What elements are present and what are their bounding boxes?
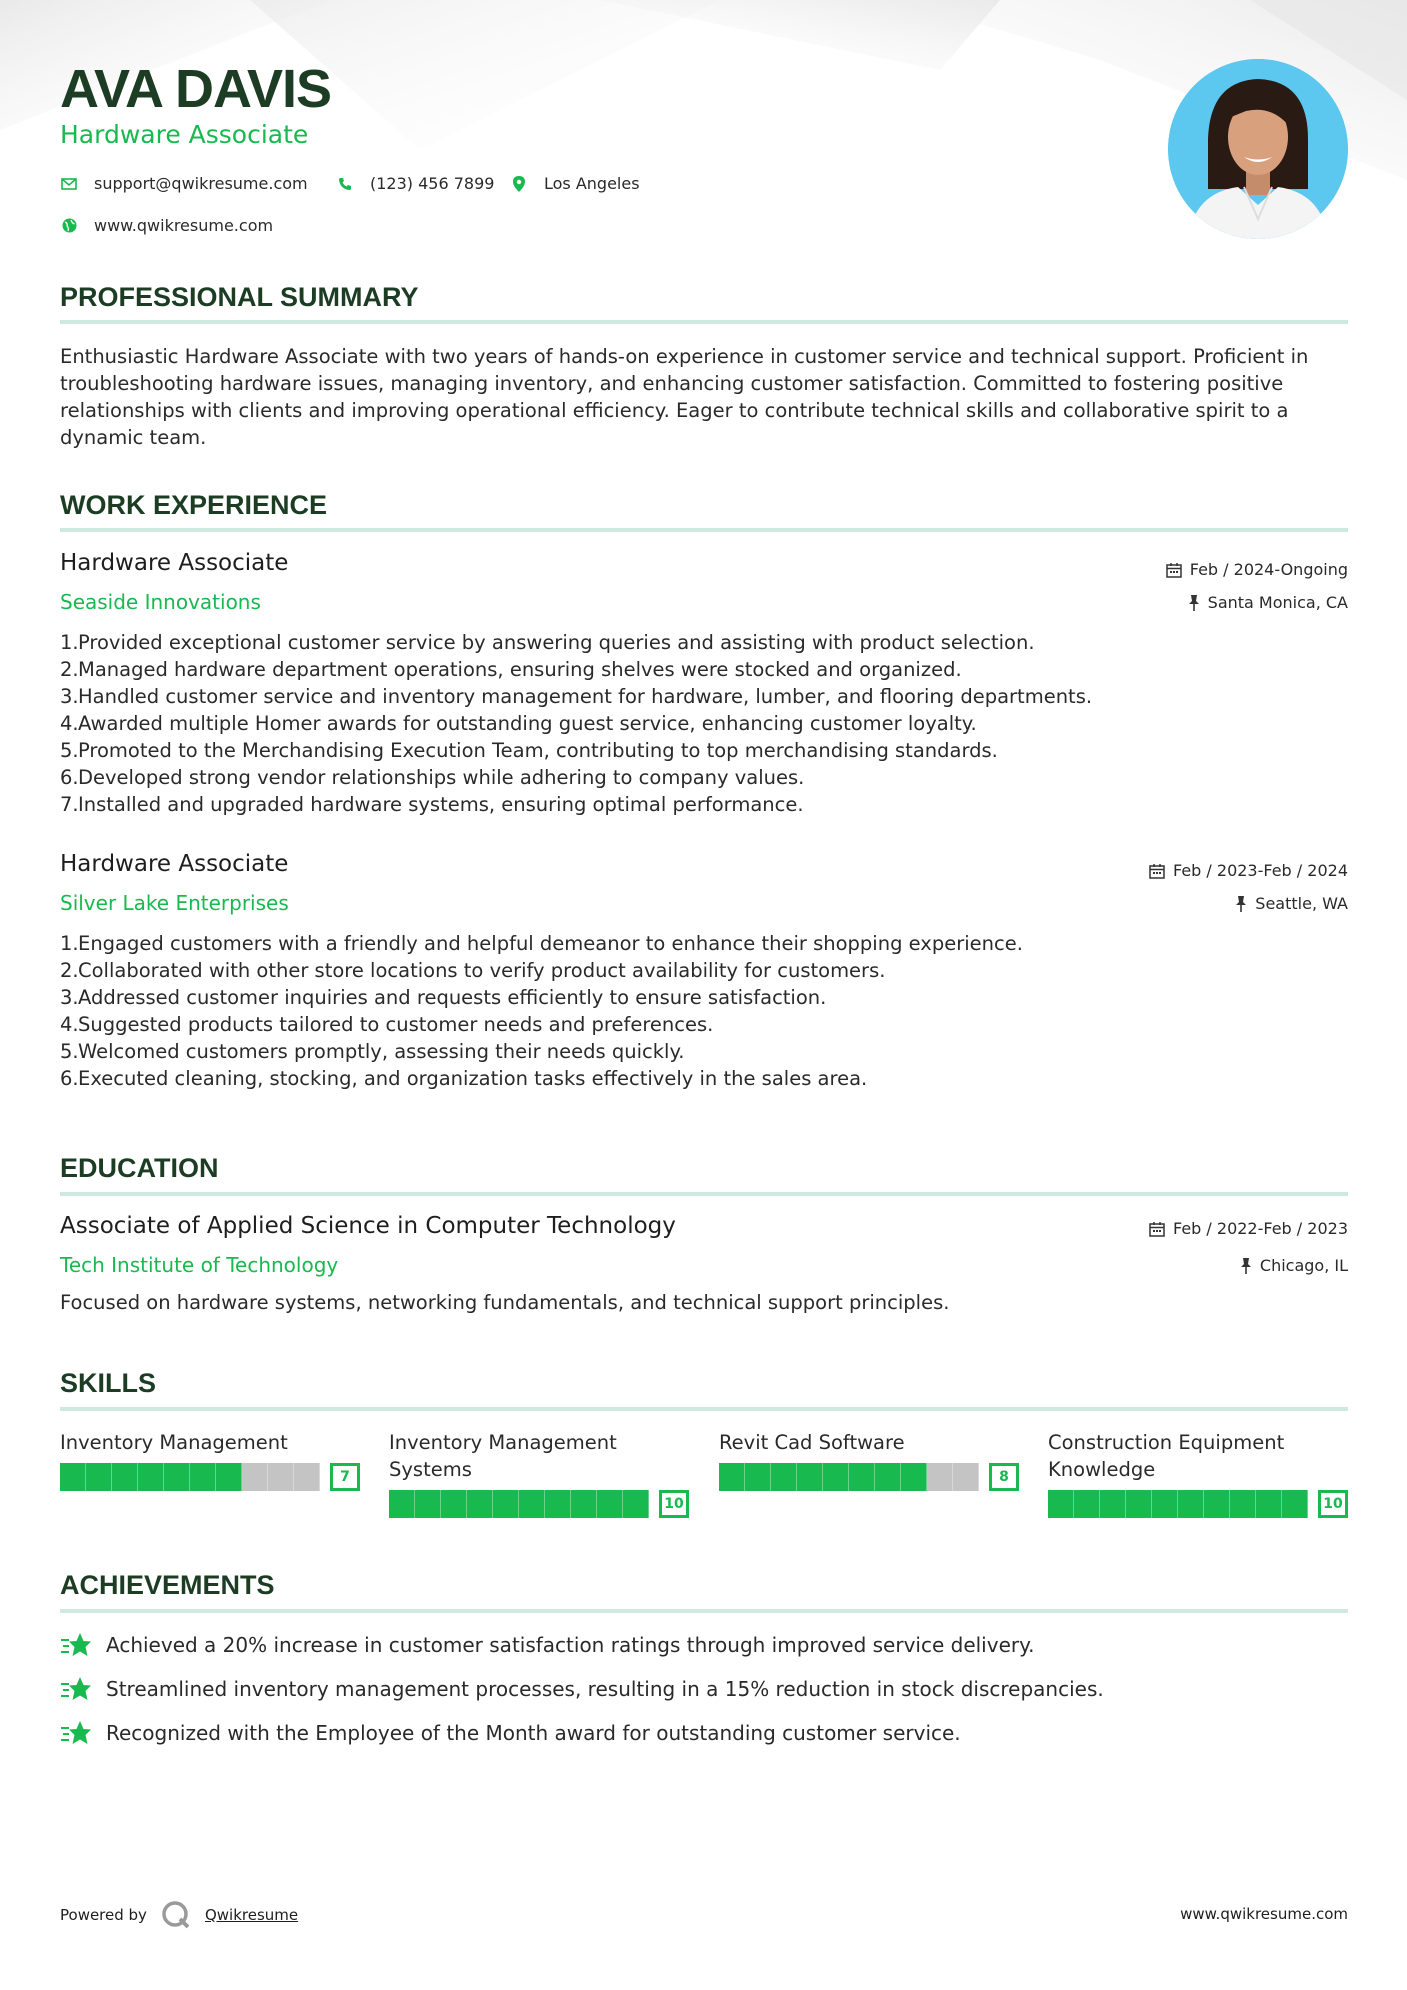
pushpin-icon bbox=[1240, 1258, 1252, 1274]
phone-icon bbox=[336, 175, 354, 193]
job-1-dates-text: Feb / 2024-Ongoing bbox=[1189, 560, 1348, 579]
email-text: support@qwikresume.com bbox=[94, 174, 308, 193]
list-item: 3. Addressed customer inquiries and requests efficiently to ensure satisfaction. bbox=[60, 986, 827, 1009]
skill-bar-segment bbox=[441, 1490, 467, 1518]
list-item: 6. Executed cleaning, stocking, and organization tasks effectively in the sales area. bbox=[60, 1067, 868, 1090]
skill-bar-segment bbox=[1204, 1490, 1230, 1518]
skill-bar-segment bbox=[823, 1463, 849, 1491]
achievements-divider bbox=[60, 1609, 1348, 1613]
education-description: Focused on hardware systems, networking fundamentals, and technical support principles. bbox=[60, 1291, 950, 1314]
skill-1-level: 7 bbox=[330, 1463, 360, 1491]
skill-bar-segment bbox=[1048, 1490, 1074, 1518]
pushpin-icon bbox=[1188, 595, 1200, 611]
skills-heading: SKILLS bbox=[60, 1368, 157, 1398]
skill-3-name: Revit Cad Software bbox=[719, 1431, 905, 1454]
contact-email[interactable] bbox=[60, 174, 308, 193]
contact-location bbox=[510, 174, 640, 193]
skill-bar-segment bbox=[1230, 1490, 1256, 1518]
skill-bar-segment bbox=[1282, 1490, 1308, 1518]
job-2-location bbox=[1235, 894, 1348, 913]
skill-1-bar bbox=[60, 1463, 360, 1491]
skill-bar-segment bbox=[268, 1463, 294, 1491]
list-item: 5. Welcomed customers promptly, assessing their needs quickly. bbox=[60, 1040, 685, 1063]
phone-text: (123) 456 7899 bbox=[370, 174, 495, 193]
qwikresume-logo-icon bbox=[161, 1900, 191, 1930]
skill-bar-segment bbox=[86, 1463, 112, 1491]
education-degree: Associate of Applied Science in Computer Technology bbox=[60, 1213, 676, 1239]
education-divider bbox=[60, 1192, 1348, 1196]
candidate-name: AVA DAVIS bbox=[60, 59, 332, 119]
skill-2-level: 10 bbox=[659, 1490, 689, 1518]
skill-bar-segment bbox=[927, 1463, 953, 1491]
achievements-heading: ACHIEVEMENTS bbox=[60, 1570, 275, 1600]
skill-bar-segment bbox=[1256, 1490, 1282, 1518]
skill-1-name: Inventory Management bbox=[60, 1431, 288, 1454]
achievement-3 bbox=[60, 1719, 961, 1747]
skill-bar-segment bbox=[138, 1463, 164, 1491]
achievement-3-text: Recognized with the Employee of the Month award for outstanding customer service. bbox=[106, 1721, 961, 1745]
job-1-company: Seaside Innovations bbox=[60, 590, 261, 614]
skill-bar-segment bbox=[190, 1463, 216, 1491]
skill-bar-segment bbox=[242, 1463, 268, 1491]
footer-website[interactable]: www.qwikresume.com bbox=[1180, 1905, 1348, 1923]
skill-4 bbox=[1048, 1429, 1348, 1518]
skill-bar-segment bbox=[571, 1490, 597, 1518]
skill-3 bbox=[719, 1429, 1019, 1491]
skill-bar-segment bbox=[545, 1490, 571, 1518]
skill-2 bbox=[389, 1429, 689, 1518]
education-school: Tech Institute of Technology bbox=[60, 1253, 339, 1277]
skill-bar-segment bbox=[597, 1490, 623, 1518]
skill-bar-segment bbox=[1152, 1490, 1178, 1518]
job-2-company: Silver Lake Enterprises bbox=[60, 891, 289, 915]
job-2-dates-text: Feb / 2023-Feb / 2024 bbox=[1173, 861, 1348, 880]
skill-2-bar bbox=[389, 1490, 689, 1518]
star-icon bbox=[60, 1631, 92, 1659]
calendar-icon bbox=[1149, 1221, 1165, 1237]
skill-bar-segment bbox=[1126, 1490, 1152, 1518]
calendar-icon bbox=[1149, 863, 1165, 879]
skill-3-level: 8 bbox=[989, 1463, 1019, 1491]
skill-bar-segment bbox=[849, 1463, 875, 1491]
education-dates bbox=[1149, 1219, 1348, 1238]
skill-bar-segment bbox=[112, 1463, 138, 1491]
skill-bar-segment bbox=[216, 1463, 242, 1491]
skill-bar-segment bbox=[1100, 1490, 1126, 1518]
skill-bar-segment bbox=[164, 1463, 190, 1491]
skill-4-level: 10 bbox=[1318, 1490, 1348, 1518]
skill-bar-segment bbox=[519, 1490, 545, 1518]
powered-by-label: Powered by bbox=[60, 1906, 147, 1924]
list-item: 2. Collaborated with other store locations to verify product availability for customers. bbox=[60, 959, 886, 982]
list-item: 1. Provided exceptional customer service by answering queries and assisting with product selection. bbox=[60, 631, 1035, 654]
qwikresume-link[interactable]: Qwikresume bbox=[204, 1906, 299, 1924]
list-item: 7. Installed and upgraded hardware systems, ensuring optimal performance. bbox=[60, 793, 804, 816]
location-text: Los Angeles bbox=[544, 174, 640, 193]
list-item: 3. Handled customer service and inventory management for hardware, lumber, and flooring departments. bbox=[60, 685, 1093, 708]
list-item: 1. Engaged customers with a friendly and helpful demeanor to enhance their shopping experience. bbox=[60, 932, 1023, 955]
skill-bar-segment bbox=[953, 1463, 979, 1491]
skill-bar-segment bbox=[901, 1463, 927, 1491]
list-item: 6. Developed strong vendor relationships while adhering to company values. bbox=[60, 766, 805, 789]
job-1-title: Hardware Associate bbox=[60, 550, 289, 576]
skill-bar-segment bbox=[745, 1463, 771, 1491]
list-item: 4. Suggested products tailored to customer needs and preferences. bbox=[60, 1013, 714, 1036]
star-icon bbox=[60, 1719, 92, 1747]
job-2-dates bbox=[1149, 861, 1348, 880]
contact-phone[interactable] bbox=[336, 174, 494, 193]
achievement-2 bbox=[60, 1675, 1104, 1703]
education-dates-text: Feb / 2022-Feb / 2023 bbox=[1173, 1219, 1348, 1238]
skill-bar-segment bbox=[1178, 1490, 1204, 1518]
skill-bar-segment bbox=[493, 1490, 519, 1518]
candidate-title: Hardware Associate bbox=[60, 120, 309, 149]
job-1-location-text: Santa Monica, CA bbox=[1207, 593, 1348, 612]
job-2-bullets bbox=[60, 930, 1350, 1092]
achievement-2-text: Streamlined inventory management processes, resulting in a 15% reduction in stock discrepancies. bbox=[106, 1677, 1104, 1701]
skill-bar-segment bbox=[389, 1490, 415, 1518]
profile-photo bbox=[1168, 59, 1348, 239]
website-text: www.qwikresume.com bbox=[94, 216, 274, 235]
skill-4-bar bbox=[1048, 1490, 1348, 1518]
skill-4-name: Construction Equipment Knowledge bbox=[1048, 1431, 1285, 1481]
contact-website[interactable] bbox=[60, 216, 273, 235]
calendar-icon bbox=[1166, 562, 1182, 578]
skill-bar-segment bbox=[719, 1463, 745, 1491]
skill-2-name: Inventory Management Systems bbox=[389, 1431, 617, 1481]
job-1-location bbox=[1188, 593, 1348, 612]
summary-heading: PROFESSIONAL SUMMARY bbox=[60, 282, 419, 312]
globe-icon bbox=[60, 217, 78, 235]
job-2-location-text: Seattle, WA bbox=[1255, 894, 1348, 913]
pushpin-icon bbox=[1235, 896, 1247, 912]
education-location bbox=[1240, 1256, 1348, 1275]
map-pin-icon bbox=[510, 175, 528, 193]
skill-1 bbox=[60, 1429, 360, 1491]
job-1-bullets bbox=[60, 629, 1350, 818]
job-2-title: Hardware Associate bbox=[60, 851, 289, 877]
skill-bar-segment bbox=[294, 1463, 320, 1491]
skill-bar-segment bbox=[467, 1490, 493, 1518]
skill-bar-segment bbox=[771, 1463, 797, 1491]
skills-divider bbox=[60, 1407, 1348, 1411]
list-item: 4. Awarded multiple Homer awards for outstanding guest service, enhancing customer loyalty. bbox=[60, 712, 977, 735]
summary-text: Enthusiastic Hardware Associate with two years of hands-on experience in customer service and technical support. Proficient in troubleshooting hardware issues, managing inventory, and enhancing customer satisfaction. Committed to fostering positive relationships with clients and improving operational efficiency. Eager to contribute technical skills and collaborative spirit to a dynamic team. bbox=[60, 345, 1309, 449]
footer-powered-by bbox=[60, 1900, 298, 1930]
education-heading: EDUCATION bbox=[60, 1153, 219, 1183]
job-1-dates bbox=[1166, 560, 1348, 579]
list-item: 5. Promoted to the Merchandising Execution Team, contributing to top merchandising standards. bbox=[60, 739, 998, 762]
star-icon bbox=[60, 1675, 92, 1703]
achievement-1 bbox=[60, 1631, 1034, 1659]
education-location-text: Chicago, IL bbox=[1259, 1256, 1348, 1275]
achievement-1-text: Achieved a 20% increase in customer satisfaction ratings through improved service delivery. bbox=[106, 1633, 1035, 1657]
experience-divider bbox=[60, 528, 1348, 532]
experience-heading: WORK EXPERIENCE bbox=[60, 490, 328, 520]
skill-bar-segment bbox=[415, 1490, 441, 1518]
skill-bar-segment bbox=[623, 1490, 649, 1518]
skill-bar-segment bbox=[797, 1463, 823, 1491]
skill-bar-segment bbox=[875, 1463, 901, 1491]
list-item: 2. Managed hardware department operations, ensuring shelves were stocked and organized. bbox=[60, 658, 962, 681]
skill-bar-segment bbox=[60, 1463, 86, 1491]
skill-bar-segment bbox=[1074, 1490, 1100, 1518]
envelope-icon bbox=[60, 175, 78, 193]
skill-3-bar bbox=[719, 1463, 1019, 1491]
summary-divider bbox=[60, 320, 1348, 324]
